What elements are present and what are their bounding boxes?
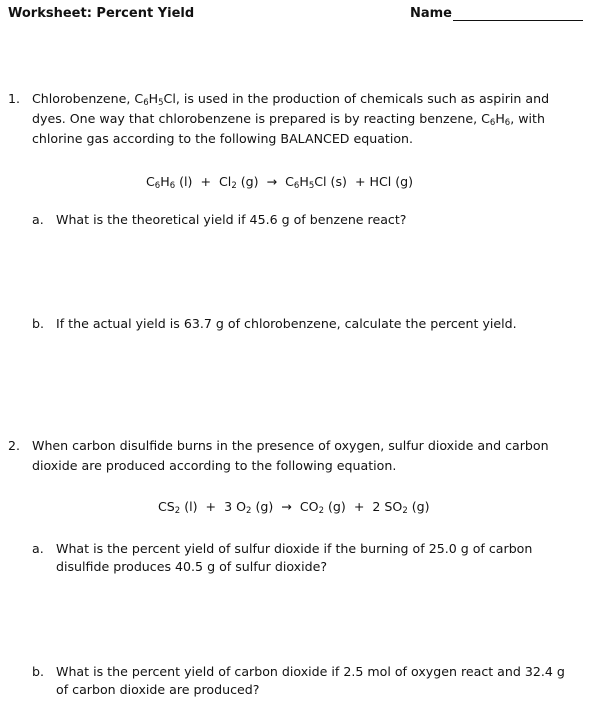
worksheet-title: Worksheet: Percent Yield (8, 6, 195, 21)
question-1a-text: What is the theoretical yield if 45.6 g of benzene react? (56, 212, 407, 227)
name-field (410, 6, 583, 21)
question-2 (8, 436, 575, 476)
question-1a-label: a. (32, 212, 44, 227)
question-1b-label: b. (32, 316, 44, 331)
question-1-text: Chlorobenzene, $C_6H_5Cl$, is used in the production of chemicals such as aspirin and dyes. One way that chlorobenzene is prepared is by reacting benzene, $C_6H_6$, with chlorine gas according to the following BALANCED equation. (32, 91, 550, 146)
question-1a (32, 211, 575, 229)
worksheet-header (8, 6, 583, 26)
question-2a-label: a. (32, 541, 44, 556)
question-2a-text: What is the percent yield of sulfur dioxide if the burning of 25.0 g of carbon disulfide produces 40.5 g of sulfur dioxide? (56, 541, 533, 574)
name-blank-line[interactable] (453, 6, 583, 21)
question-2b (32, 663, 575, 699)
question-2-text: When carbon disulfide burns in the presence of oxygen, sulfur dioxide and carbon dioxide are produced according to the following equation. (32, 438, 549, 473)
question-1-equation: $C_6H_6$ $(l) + Cl_2$ $(g) \to C_6H_5Cl$ (s) + HCl (g) (146, 174, 414, 191)
question-2b-text: What is the percent yield of carbon dioxide if 2.5 mol of oxygen react and 32.4 g of carbon dioxide are produced? (56, 664, 565, 697)
question-2b-label: b. (32, 664, 44, 679)
name-label: Name (409, 6, 452, 21)
question-1 (8, 89, 575, 149)
question-1-number: 1. (8, 91, 21, 106)
question-2a (32, 540, 575, 576)
question-2-equation: $CS_2$ (l) + 3 $O_2$ $(g) \to CO_2$ (g) + 2 $SO_2$ (g) (158, 499, 430, 516)
question-1b (32, 315, 575, 333)
question-2-number: 2. (8, 438, 21, 453)
question-1b-text: If the actual yield is 63.7 g of chlorobenzene, calculate the percent yield. (56, 316, 517, 331)
